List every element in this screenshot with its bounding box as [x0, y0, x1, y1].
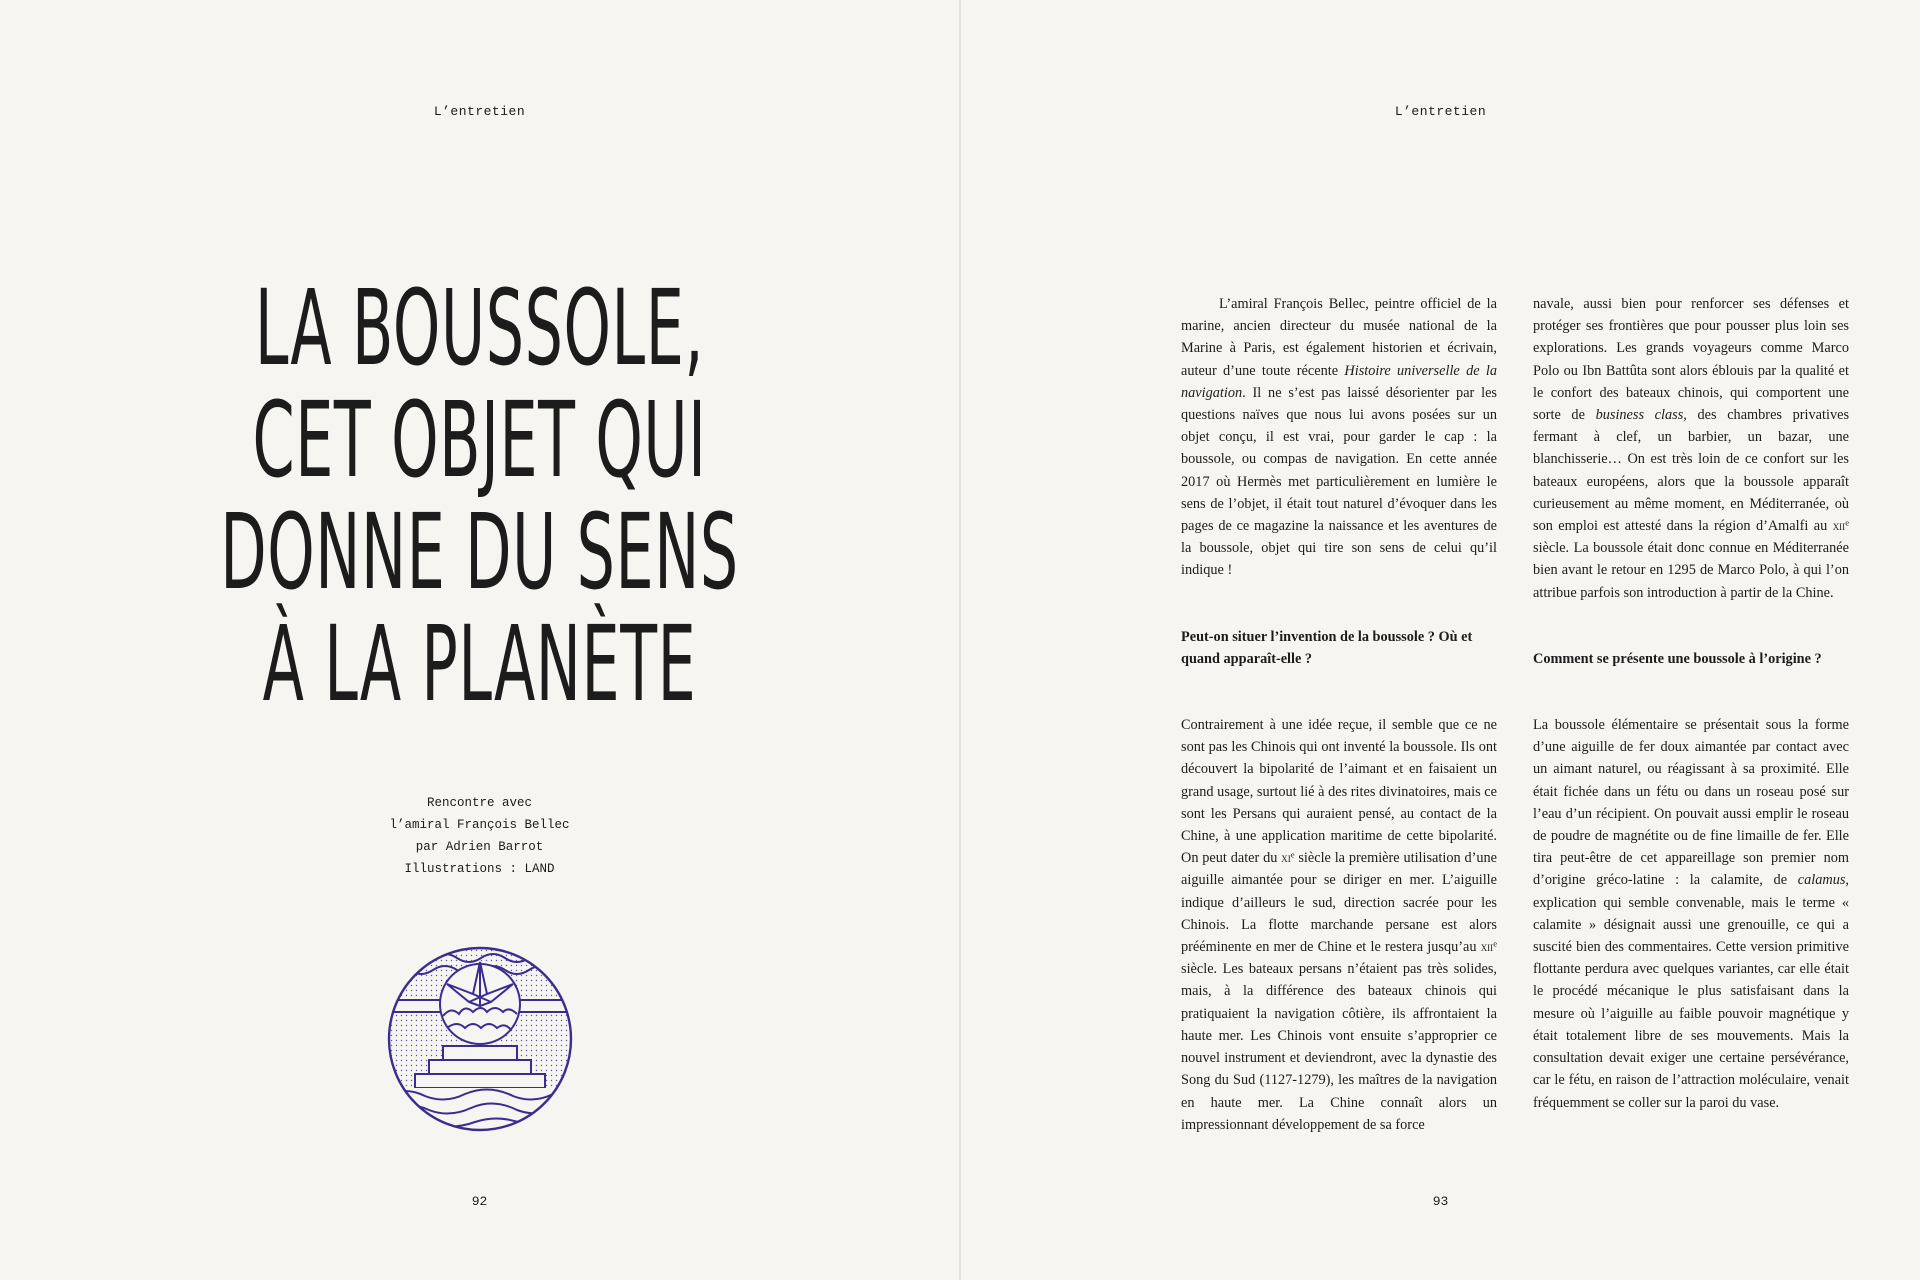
answer-1 [1181, 714, 1497, 1136]
intro-text: L’amiral François Bellec, peintre officiel de la marine, ancien directeur du musée national de la Marine à Paris, est également historien et écrivain, auteur d’une toute récente [1181, 296, 1497, 379]
page-number-right: 93 [1432, 1194, 1449, 1209]
credit-line: l’amiral François Bellec [389, 818, 570, 832]
title-line-3: DONNE DU SENS [220, 491, 739, 613]
ordinal-suffix: e [1290, 849, 1295, 860]
emphasis-text: business class [1595, 407, 1684, 424]
century-numeral: xi [1281, 850, 1291, 866]
answer-1-continued [1533, 293, 1849, 604]
ordinal-suffix: e [1845, 517, 1849, 528]
answer-text: siècle la première utilisation d’une aiguille aimantée pour se diriger en mer. L’aiguille indique d’ailleurs le sud, direction sacrée pour les Chinois. La flotte marchande persane est alors prééminente en mer de Chine et le restera jusqu’au [1181, 850, 1497, 956]
article-title [0, 267, 959, 725]
credit-line: Illustrations : LAND [404, 862, 555, 876]
left-page [0, 0, 959, 1280]
running-head-right: L’entretien [1394, 104, 1487, 119]
ordinal-suffix: e [1493, 938, 1497, 949]
page-number-left: 92 [471, 1194, 488, 1209]
answer-text: , des chambres privatives fermant à clef, un barbier, un bazar, une blanchisserie… On est très loin de ce confort sur les bateaux européens, alors que la boussole apparaît curieusement au même moment, en Méditerranée, où son emploi est attesté dans la région d’Amalfi au [1533, 407, 1850, 535]
credits [0, 792, 959, 880]
answer-2 [1533, 714, 1849, 1114]
book-title: Histoire universelle de la navigation [1181, 362, 1498, 401]
right-page [961, 0, 1920, 1280]
intro-paragraph [1181, 293, 1497, 582]
question-1: Peut-on situer l’invention de la boussole ? Où et quand apparaît-elle ? [1181, 628, 1473, 667]
answer-text: siècle. La boussole était donc connue en Méditerranée bien avant le retour en 1295 de Marco Polo, à qui l’on attribue parfois son introduction à partir de la Chine. [1533, 540, 1849, 601]
century-numeral: xii [1832, 518, 1846, 534]
question-2: Comment se présente une boussole à l’origine ? [1533, 650, 1822, 667]
text-column-1 [1181, 293, 1497, 1136]
century-numeral: xii [1480, 939, 1494, 955]
answer-text: , explication qui semble convenable, mais le terme « calamite » désignait aussi une grenouille, ce qui a suscité bien des commentaires. Cette version primitive flottante perdura avec quelques variantes, car elle était le procédé mécanique le plus satisfaisant dans la mesure où l’aiguille au faible pouvoir magnétique y était totalement libre de ses mouvements. Mais la consultation devait exiger une certaine persévérance, car le fétu, en raison de l’attraction moléculaire, venait fréquemment se coller sur la paroi du vase. [1533, 872, 1849, 1111]
answer-text: navale, aussi bien pour renforcer ses défenses et protéger ses frontières que pour pousser plus loin ses explorations. Les grands voyageurs comme Marco Polo ou Ibn Battûta sont alors éblouis par la qualité et le confort des bateaux chinois, qui comportent une sorte de [1533, 296, 1849, 424]
title-line-4: À LA PLANÈTE [262, 603, 697, 725]
answer-text: siècle. Les bateaux persans n’étaient pas très solides, mais, à la différence des bateaux chinois qui pratiquaient la navigation côtière, ils affrontaient la haute mer. Les Chinois vont ensuite s’approprier ce nouvel instrument et deviendront, avec la dynastie des Song du Sud (1127-1279), les maîtres de la navigation en haute mer. La Chine connaît alors un impressionnant développement de sa force [1181, 961, 1497, 1133]
compass-emblem-icon [385, 944, 575, 1134]
title-line-1: LA BOUSSOLE, [254, 267, 705, 389]
credit-line: par Adrien Barrot [415, 840, 544, 854]
intro-text: . Il ne s’est pas laissé désorienter par les questions naïves que nous lui avons posées sur un objet conçu, il est vrai, pour garder le cap : la boussole, ou compas de navigation. En cette année 2017 où Hermès met particulièrement en lumière le sens de l’objet, il était tout naturel d’évoquer dans les pages de ce magazine la naissance et les aventures de la boussole, objet qui tire son sens de celui qu’il indique ! [1181, 384, 1497, 579]
answer-text: La boussole élémentaire se présentait sous la forme d’une aiguille de fer doux aimantée par contact avec un aimant naturel, ou réagissant à sa proximité. Elle était fichée dans un fétu ou dans un roseau posé sur l’eau d’un récipient. On pouvait aussi emplir le roseau de poudre de magnétite ou de fine limaille de fer. Elle tira peut-être de cet appareillage son premier nom d’origine gréco-latine : la calamite, de [1533, 717, 1849, 889]
credit-line: Rencontre avec [426, 796, 533, 810]
answer-text: Contrairement à une idée reçue, il semble que ce ne sont pas les Chinois qui ont inventé la boussole. Ils ont découvert la bipolarité de l’aimant et en faisaient un grand usage, surtout lié à des rites divinatoires, mais ce sont les Persans qui auraient pensé, au contact de la Chine, à une application maritime de cette bipolarité. On peut dater du [1181, 717, 1497, 867]
emphasis-text: calamus [1797, 872, 1846, 889]
running-head-left: L’entretien [433, 104, 526, 119]
title-line-2: CET OBJET QUI [252, 379, 707, 501]
text-column-2 [1533, 293, 1849, 1114]
